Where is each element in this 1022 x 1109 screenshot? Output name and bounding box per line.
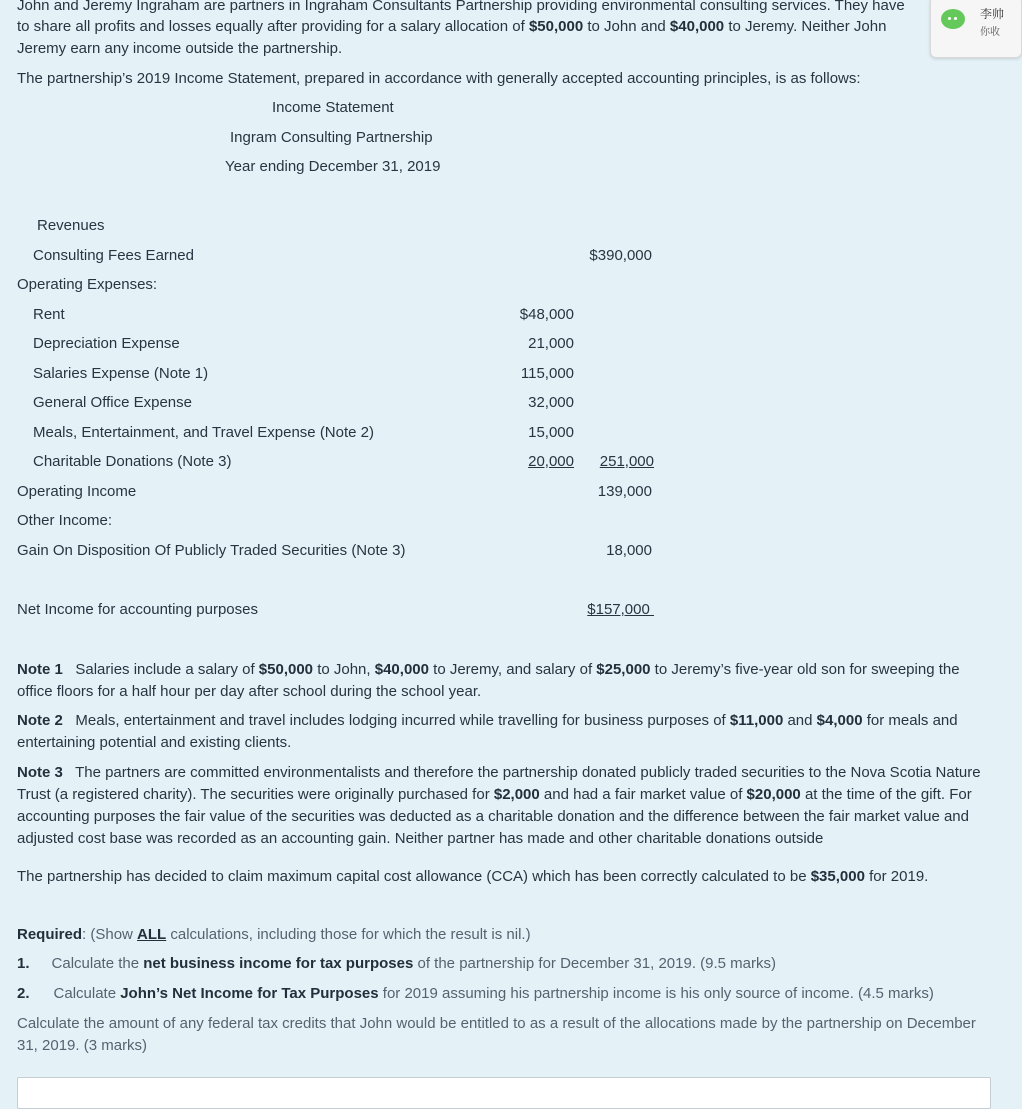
net-income-amount: $157,000 [587, 601, 654, 618]
operating-income-label: Operating Income [17, 483, 137, 500]
notification-preview: 你收 [980, 27, 1000, 38]
question-2: 2. Calculate John’s Net Income for Tax Purposes for 2019 assuming his partnership income is his only source of income. (4.5 marks) [17, 985, 934, 1002]
required-heading: Required: (Show ALL calculations, including those for which the result is nil.) [17, 926, 531, 943]
expense-amount: 20,000 [528, 453, 574, 470]
intro-line-1: John and Jeremy Ingraham are partners in Ingraham Consultants Partnership providing environmental consulting services. They have [17, 0, 905, 14]
net-income-label: Net Income for accounting purposes [17, 601, 258, 618]
note-1: Note 1 Salaries include a salary of $50,000 to John, $40,000 to Jeremy, and salary of $25,000 to Jeremy’s five-year old son for sweeping the office floors for a half hour per day after school during the school year. [17, 661, 960, 700]
expense-label: Salaries Expense (Note 1) [33, 365, 209, 382]
expense-amount: $48,000 [519, 306, 574, 323]
gain-amount: 18,000 [606, 542, 652, 559]
question-3: Calculate the amount of any federal tax credits that John would be entitled to as a result of the allocations made by the partnership on December 31, 2019. (3 marks) [17, 1015, 976, 1054]
total-expenses-amount: 251,000 [599, 453, 654, 470]
note-3: Note 3 The partners are committed environmentalists and therefore the partnership donated publicly traded securities to the Nova Scotia Nature Trust (a registered charity). The securities were originally purchased for $2,000 and had a fair market value of $20,000 at the time of the gift. For accounting purposes the fair value of the securities was deducted as a charitable donation and the difference between the fair market value and adjusted cost base was recorded as an accounting gain. Neither partner has made and other charitable donations outside [17, 764, 981, 847]
other-income-label: Other Income: [17, 512, 113, 529]
intro-line-4: The partnership’s 2019 Income Statement, prepared in accordance with generally accepted accounting principles, is as follows: [17, 70, 861, 87]
expense-amount: 32,000 [528, 394, 574, 411]
gain-label: Gain On Disposition Of Publicly Traded Securities (Note 3) [17, 542, 406, 559]
operating-income-amount: 139,000 [597, 483, 652, 500]
question-1: 1. Calculate the net business income for tax purposes of the partnership for December 31, 2019. (9.5 marks) [17, 955, 777, 972]
revenues-label: Revenues [37, 217, 105, 234]
answer-textarea[interactable] [17, 1077, 991, 1109]
expense-amount: 115,000 [520, 365, 574, 382]
expense-amount: 21,000 [528, 335, 574, 352]
statement-title: Income Statement [272, 99, 394, 116]
note-2: Note 2 Meals, entertainment and travel includes lodging incurred while travelling for business purposes of $11,000 and $4,000 for meals and entertaining potential and existing clients. [17, 712, 958, 751]
cca-statement: The partnership has decided to claim maximum capital cost allowance (CCA) which has been correctly calculated to be $35,000 for 2019. [17, 868, 929, 885]
intro-line-2: to share all profits and losses equally after providing for a salary allocation of $50,000 to John and $40,000 to Jeremy. Neither John [17, 18, 887, 35]
expense-label: General Office Expense [33, 394, 192, 411]
intro-line-3: Jeremy earn any income outside the partnership. [17, 40, 343, 57]
notification-sender: 李帅 [980, 7, 1005, 21]
expense-label: Meals, Entertainment, and Travel Expense (Note 2) [33, 424, 375, 441]
statement-period: Year ending December 31, 2019 [225, 158, 441, 175]
statement-company: Ingram Consulting Partnership [230, 129, 433, 146]
wechat-icon [941, 9, 965, 29]
operating-expenses-label: Operating Expenses: [17, 276, 158, 293]
expense-label: Depreciation Expense [33, 335, 180, 352]
expense-amount: 15,000 [528, 424, 574, 441]
consulting-fees-label: Consulting Fees Earned [33, 247, 194, 264]
consulting-fees-amount: $390,000 [589, 247, 652, 264]
expense-label: Rent [33, 306, 65, 323]
expense-label: Charitable Donations (Note 3) [33, 453, 232, 470]
chat-notification[interactable] [930, 0, 1022, 58]
